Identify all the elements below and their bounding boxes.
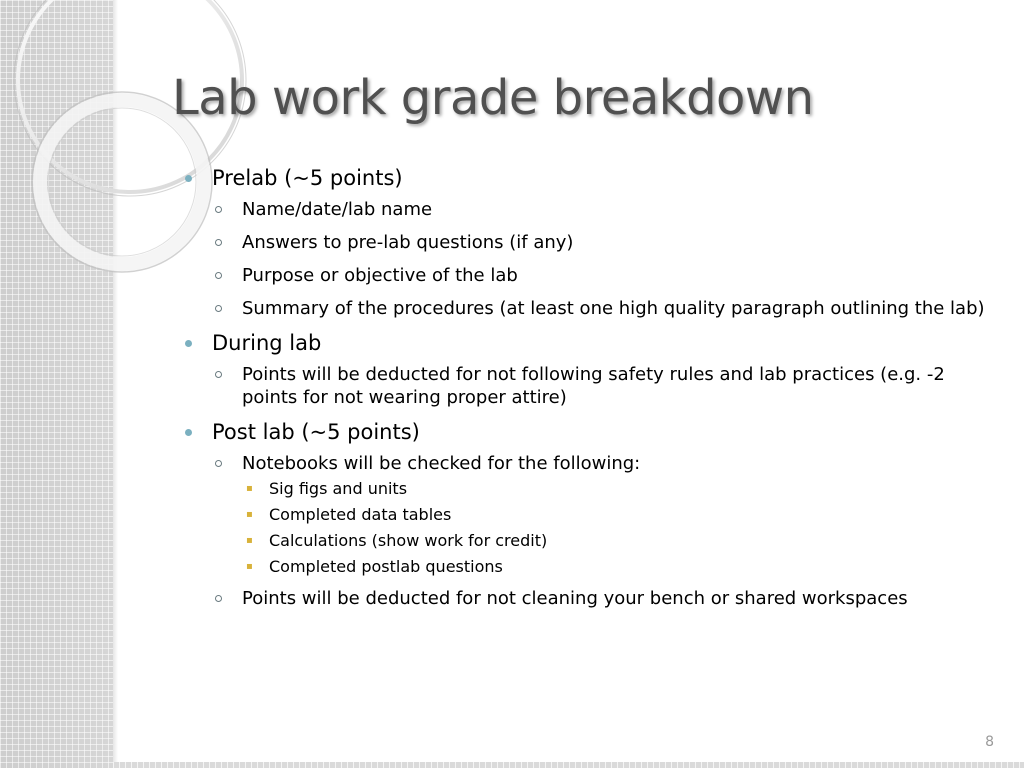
- bullet-post-lab-label: Post lab (~5 points): [212, 420, 420, 444]
- prelab-sublist: [212, 198, 985, 320]
- prelab-item-text: Name/date/lab name: [242, 199, 433, 220]
- prelab-item: [212, 264, 985, 287]
- post-lab-notebooks-text: Notebooks will be checked for the following:: [242, 453, 641, 474]
- small-square-bullet-icon: ▪: [246, 483, 253, 494]
- post-lab-cleaning-item: [212, 587, 985, 610]
- notebook-check-text: Completed data tables: [269, 505, 452, 524]
- prelab-item-text: Answers to pre-lab questions (if any): [242, 232, 574, 253]
- decorative-sidebar: [0, 0, 113, 768]
- small-square-bullet-icon: ▪: [246, 561, 253, 572]
- notebook-check-item: [242, 505, 985, 525]
- small-square-bullet-icon: ▪: [246, 535, 253, 546]
- slide-content: [185, 165, 985, 620]
- during-lab-item-text: Points will be deducted for not following safety rules and lab practices (e.g. -2 points for not wearing proper attire): [242, 364, 945, 408]
- bullet-during-lab-label: During lab: [212, 331, 322, 355]
- slide-title: Lab work grade breakdown: [172, 70, 814, 126]
- bullet-dot-icon: [185, 429, 192, 436]
- notebook-check-text: Calculations (show work for credit): [269, 531, 548, 550]
- bullet-dot-icon: [185, 175, 192, 182]
- small-square-bullet-icon: ▪: [246, 509, 253, 520]
- bullet-post-lab: [185, 419, 985, 610]
- bullet-dot-icon: [185, 340, 192, 347]
- bullet-prelab: [185, 165, 985, 320]
- hollow-circle-bullet-icon: [215, 206, 222, 213]
- notebook-check-item: [242, 531, 985, 551]
- post-lab-notebooks-item: [212, 452, 985, 577]
- bottom-decorative-strip: [113, 762, 1024, 768]
- bullet-during-lab: [185, 330, 985, 409]
- notebook-check-item: [242, 479, 985, 499]
- hollow-circle-bullet-icon: [215, 305, 222, 312]
- prelab-item: [212, 198, 985, 221]
- hollow-circle-bullet-icon: [215, 371, 222, 378]
- hollow-circle-bullet-icon: [215, 460, 222, 467]
- prelab-item: [212, 297, 985, 320]
- during-lab-sublist: [212, 363, 985, 409]
- notebook-check-item: [242, 557, 985, 577]
- during-lab-item: [212, 363, 985, 409]
- page-number: 8: [985, 734, 994, 750]
- sidebar-shadow: [113, 0, 118, 768]
- prelab-item-text: Purpose or objective of the lab: [242, 265, 518, 286]
- notebook-check-text: Completed postlab questions: [269, 557, 503, 576]
- bullet-prelab-label: Prelab (~5 points): [212, 166, 403, 190]
- prelab-item-text: Summary of the procedures (at least one high quality paragraph outlining the lab): [242, 298, 985, 319]
- hollow-circle-bullet-icon: [215, 595, 222, 602]
- notebook-check-text: Sig figs and units: [269, 479, 408, 498]
- bullet-list: [185, 165, 985, 610]
- post-lab-sublist: [212, 452, 985, 610]
- hollow-circle-bullet-icon: [215, 239, 222, 246]
- hollow-circle-bullet-icon: [215, 272, 222, 279]
- post-lab-cleaning-text: Points will be deducted for not cleaning your bench or shared workspaces: [242, 588, 908, 609]
- notebook-checklist: [242, 479, 985, 577]
- prelab-item: [212, 231, 985, 254]
